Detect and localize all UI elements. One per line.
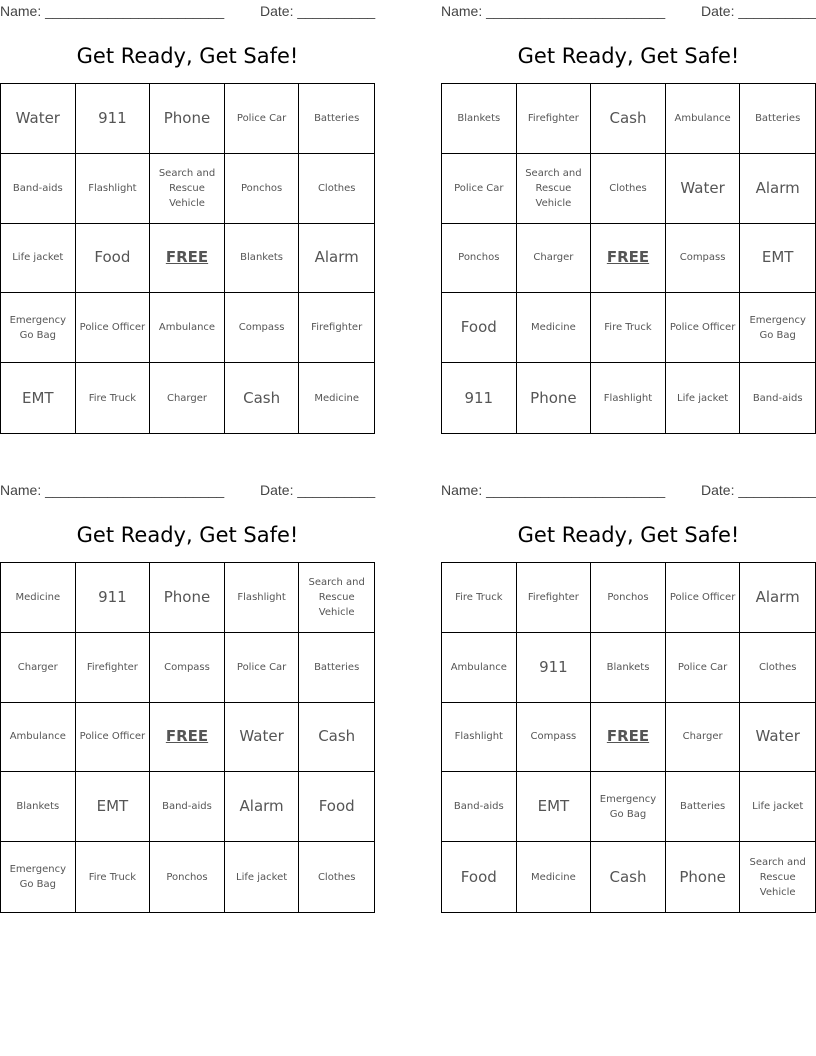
bingo-grid [441, 83, 816, 434]
bingo-cell[interactable]: Life jacket [1, 224, 76, 294]
bingo-cell[interactable]: Police Officer [666, 293, 741, 363]
bingo-cell[interactable]: Police Car [442, 154, 517, 224]
bingo-cell[interactable]: Medicine [314, 392, 360, 404]
bingo-cell[interactable]: Band-aids [1, 154, 76, 224]
bingo-cell[interactable]: 911 [76, 84, 151, 154]
bingo-cell[interactable]: Cash [299, 703, 374, 773]
bingo-cell[interactable]: Food [299, 772, 374, 842]
card-header [0, 0, 375, 22]
bingo-cell[interactable]: Compass [150, 633, 225, 703]
bingo-cell[interactable]: EMT [76, 772, 151, 842]
bingo-cell[interactable]: Search and Rescue Vehicle [517, 154, 592, 224]
bingo-cell[interactable]: Food [442, 842, 517, 912]
card-title: Get Ready, Get Safe! [517, 44, 740, 68]
card-header [441, 479, 816, 501]
bingo-cell[interactable]: Firefighter [517, 563, 592, 633]
bingo-grid [0, 83, 375, 434]
bingo-cell[interactable]: Flashlight [76, 154, 151, 224]
bingo-cell[interactable]: Batteries [666, 772, 741, 842]
bingo-cell[interactable]: Water [740, 703, 815, 773]
card-header [441, 0, 816, 22]
bingo-cell[interactable]: Fire Truck [442, 563, 517, 633]
bingo-cell[interactable]: Batteries [299, 84, 374, 154]
bingo-cell[interactable]: Fire Truck [76, 842, 151, 912]
bingo-cell[interactable]: Police Officer [666, 563, 741, 633]
bingo-cell[interactable]: Batteries [740, 84, 815, 154]
bingo-cell[interactable]: Phone [517, 363, 592, 433]
bingo-cell[interactable]: Water [225, 703, 300, 773]
bingo-cell[interactable]: Blankets [225, 224, 300, 294]
bingo-cell[interactable]: EMT [517, 772, 592, 842]
bingo-cell[interactable]: Compass [225, 293, 300, 363]
bingo-cell[interactable]: Police Car [225, 84, 300, 154]
bingo-cell[interactable]: Compass [666, 224, 741, 294]
name-field[interactable]: Name: _______________________ [0, 3, 225, 19]
bingo-cell[interactable]: Charger [150, 363, 225, 433]
free-space-cell[interactable]: FREE [150, 224, 225, 294]
bingo-cell[interactable]: Emergency Go Bag [591, 772, 666, 842]
bingo-cell[interactable]: Emergency Go Bag [740, 293, 815, 363]
bingo-cell[interactable]: Alarm [225, 772, 300, 842]
bingo-cell[interactable]: Charger [666, 703, 741, 773]
bingo-cell[interactable]: Firefighter [299, 293, 374, 363]
bingo-cell[interactable]: 911 [76, 563, 151, 633]
date-field[interactable]: Date: __________ [701, 482, 816, 498]
bingo-cell[interactable]: Ambulance [1, 703, 76, 773]
bingo-cell[interactable]: Alarm [740, 154, 815, 224]
bingo-cell[interactable]: Ponchos [225, 154, 300, 224]
bingo-card-1 [0, 0, 376, 407]
bingo-cell[interactable]: Water [1, 84, 76, 154]
bingo-cell[interactable]: Charger [1, 633, 76, 703]
bingo-cell[interactable]: Life jacket [666, 363, 741, 433]
date-field[interactable]: Date: __________ [260, 482, 376, 498]
bingo-cell[interactable]: Ponchos [591, 563, 666, 633]
bingo-cell[interactable]: Firefighter [76, 633, 151, 703]
free-space-cell[interactable]: FREE [591, 703, 666, 773]
bingo-cell[interactable]: Alarm [740, 563, 815, 633]
bingo-cell[interactable]: Flashlight [442, 703, 517, 773]
free-space-cell[interactable]: FREE [150, 703, 225, 773]
bingo-cell[interactable]: Emergency Go Bag [1, 293, 76, 363]
bingo-cell[interactable]: Food [442, 293, 517, 363]
date-field[interactable]: Date: __________ [701, 3, 816, 19]
bingo-cell[interactable]: Police Officer [76, 293, 151, 363]
bingo-grid [441, 562, 816, 913]
bingo-cell[interactable]: Life jacket [740, 772, 815, 842]
bingo-cell[interactable]: Clothes [591, 154, 666, 224]
bingo-cell[interactable]: Emergency Go Bag [1, 842, 76, 912]
bingo-cell[interactable]: EMT [740, 224, 815, 294]
bingo-cell[interactable]: Medicine [517, 293, 592, 363]
bingo-cell[interactable]: Fire Truck [76, 363, 151, 433]
name-field[interactable]: Name: _______________________ [441, 3, 666, 19]
bingo-cell[interactable]: Water [666, 154, 741, 224]
bingo-card-2 [441, 0, 816, 407]
bingo-cell[interactable]: Alarm [299, 224, 374, 294]
bingo-card-4 [441, 479, 816, 898]
card-title: Get Ready, Get Safe! [76, 44, 299, 68]
card-header [0, 479, 375, 501]
bingo-cell[interactable]: Cash [591, 84, 666, 154]
bingo-cell[interactable]: Police Officer [76, 703, 151, 773]
bingo-cell[interactable]: Batteries [299, 633, 374, 703]
bingo-cell[interactable]: Blankets [442, 84, 517, 154]
bingo-cell[interactable]: Cash [591, 842, 666, 912]
bingo-cell[interactable]: Blankets [591, 633, 666, 703]
date-field[interactable]: Date: __________ [260, 3, 376, 19]
bingo-cell[interactable]: Clothes [299, 154, 374, 224]
bingo-cell[interactable]: Phone [150, 563, 225, 633]
free-space-cell[interactable]: FREE [591, 224, 666, 294]
bingo-cell[interactable]: Ambulance [150, 293, 225, 363]
card-title: Get Ready, Get Safe! [517, 523, 740, 547]
bingo-cell[interactable]: 911 [442, 363, 517, 433]
name-field[interactable]: Name: _______________________ [0, 482, 225, 498]
bingo-cell[interactable]: Compass [517, 703, 592, 773]
bingo-cell[interactable]: Band-aids [752, 392, 803, 404]
bingo-cell[interactable]: Search and Rescue Vehicle [749, 856, 806, 898]
bingo-cell[interactable]: Band-aids [150, 772, 225, 842]
bingo-cell[interactable]: Search and Rescue Vehicle [299, 563, 374, 633]
bingo-cell[interactable]: Clothes [740, 633, 815, 703]
bingo-cell[interactable]: Blankets [1, 772, 76, 842]
bingo-cell[interactable]: Fire Truck [591, 293, 666, 363]
bingo-cell[interactable]: Life jacket [225, 842, 300, 912]
name-field[interactable]: Name: _______________________ [441, 482, 666, 498]
bingo-cell[interactable]: 911 [517, 633, 592, 703]
bingo-cell[interactable]: Charger [517, 224, 592, 294]
bingo-cell[interactable]: Search and Rescue Vehicle [150, 154, 225, 224]
bingo-cell[interactable]: Phone [666, 842, 741, 912]
bingo-cell[interactable]: Band-aids [442, 772, 517, 842]
bingo-cell[interactable]: Ponchos [442, 224, 517, 294]
bingo-cell[interactable]: EMT [1, 363, 76, 433]
bingo-cell[interactable]: Ponchos [150, 842, 225, 912]
bingo-grid [0, 562, 375, 913]
bingo-cell[interactable]: Flashlight [591, 363, 666, 433]
bingo-cell[interactable]: Ambulance [442, 633, 517, 703]
bingo-cell[interactable]: Phone [150, 84, 225, 154]
bingo-cell[interactable]: Food [76, 224, 151, 294]
bingo-cell[interactable]: Medicine [517, 842, 592, 912]
bingo-card-3 [0, 479, 376, 891]
bingo-cell[interactable]: Ambulance [666, 84, 741, 154]
bingo-cell[interactable]: Clothes [317, 871, 356, 883]
bingo-cell[interactable]: Cash [225, 363, 300, 433]
card-title: Get Ready, Get Safe! [76, 523, 299, 547]
bingo-cell[interactable]: Firefighter [517, 84, 592, 154]
bingo-cell[interactable]: Police Car [225, 633, 300, 703]
bingo-cell[interactable]: Medicine [1, 563, 76, 633]
bingo-cell[interactable]: Police Car [666, 633, 741, 703]
bingo-cell[interactable]: Flashlight [225, 563, 300, 633]
